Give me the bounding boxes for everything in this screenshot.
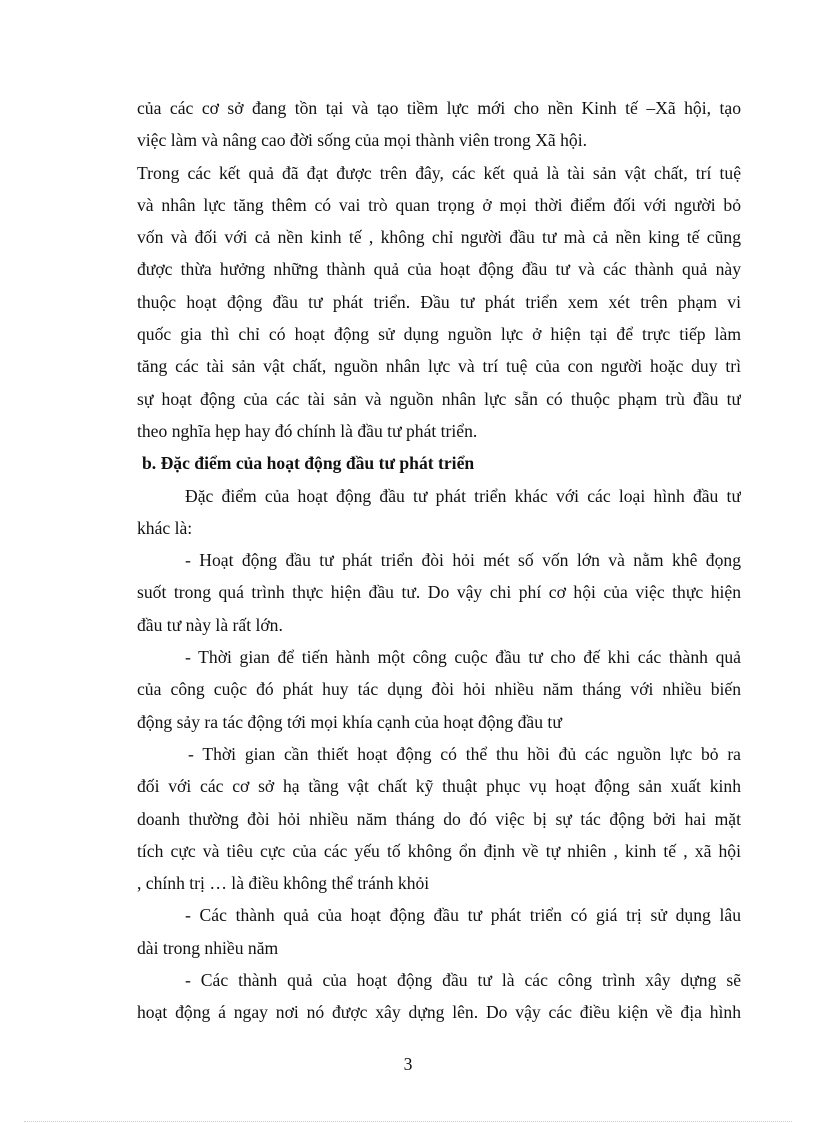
text-line: - Thời gian cần thiết hoạt động có thể thu hồi đủ các nguồn lực bỏ ra [188,743,741,764]
text-line: - Các thành quả của hoạt động đầu tư phát triển có giá trị sử dụng lâu [185,905,741,926]
text-line: khác là: [137,517,193,538]
text-line: hoạt động á ngay nơi nó được xây dựng lên. Do vậy các điều kiện về địa hình [137,1002,741,1023]
text-line: - Các thành quả của hoạt động đầu tư là các công trình xây dựng sẽ [185,970,741,991]
text-line: tích cực và tiêu cực của các yếu tố không ổn định về tự nhiên , kinh tế , xã hội [137,840,741,861]
text-line: việc làm và nâng cao đời sống của mọi thành viên trong Xã hội. [137,130,588,151]
text-line: tăng các tài sản vật chất, nguồn nhân lực và trí tuệ của con người hoặc duy trì [137,356,741,377]
text-line: được thừa hưởng những thành quả của hoạt động đầu tư và các thành quả này [137,259,741,280]
text-line: sự hoạt động của các tài sản và nguồn nhân lực sẵn có thuộc phạm trù đầu tư [137,388,741,409]
text-line: - Hoạt động đầu tư phát triển đòi hỏi mét số vốn lớn và nằm khê đọng [185,550,741,571]
text-line: theo nghĩa hẹp hay đó chính là đầu tư phát triển. [137,420,478,441]
text-line: đầu tư này là rất lớn. [137,614,283,635]
text-line: - Thời gian để tiến hành một công cuộc đầu tư cho đế khi các thành quả [185,647,741,668]
text-line: , chính trị … là điều không thể tránh khỏi [137,873,430,894]
text-line: động sảy ra tác động tới mọi khía cạnh của hoạt động đầu tư [137,711,562,732]
text-line: của các cơ sở đang tồn tại và tạo tiềm lực mới cho nền Kinh tế –Xã hội, tạo [137,98,741,118]
text-line: vốn và đối với cả nền kinh tế , không chỉ người đầu tư mà cả nền king tế cũng [137,227,741,248]
text-line: và nhân lực tăng thêm có vai trò quan trọng ở mọi thời điểm đối với người bỏ [137,194,741,215]
text-line: quốc gia thì chỉ có hoạt động sử dụng nguồn lực ở hiện tại để trực tiếp làm [137,324,741,345]
text-line: của công cuộc đó phát huy tác dụng đòi hỏi nhiều năm tháng với nhiều biến [137,679,741,700]
document-body [137,92,741,1029]
text-line: suốt trong quá trình thực hiện đầu tư. Do vậy chi phí cơ hội của việc thực hiện [137,582,741,603]
text-line: Trong các kết quả đã đạt được trên đây, các kết quả là tài sản vật chất, trí tuệ [137,162,741,183]
text-line: dài trong nhiều năm [137,937,279,958]
text-line: Đặc điểm của hoạt động đầu tư phát triển khác với các loại hình đầu tư [185,485,741,506]
section-heading: b. Đặc điểm của hoạt động đầu tư phát triển [142,453,475,474]
text-line: đối với các cơ sở hạ tầng vật chất kỹ thuật phục vụ hoạt động sản xuất kinh [137,776,741,797]
text-line: thuộc hoạt động đầu tư phát triển. Đầu tư phát triển xem xét trên phạm vi [137,291,741,312]
page-bottom-border [24,1121,792,1122]
page-number: 3 [403,1054,413,1074]
text-line: doanh thường đòi hỏi nhiều năm tháng do đó việc bị sự tác động bởi hai mặt [137,808,741,829]
